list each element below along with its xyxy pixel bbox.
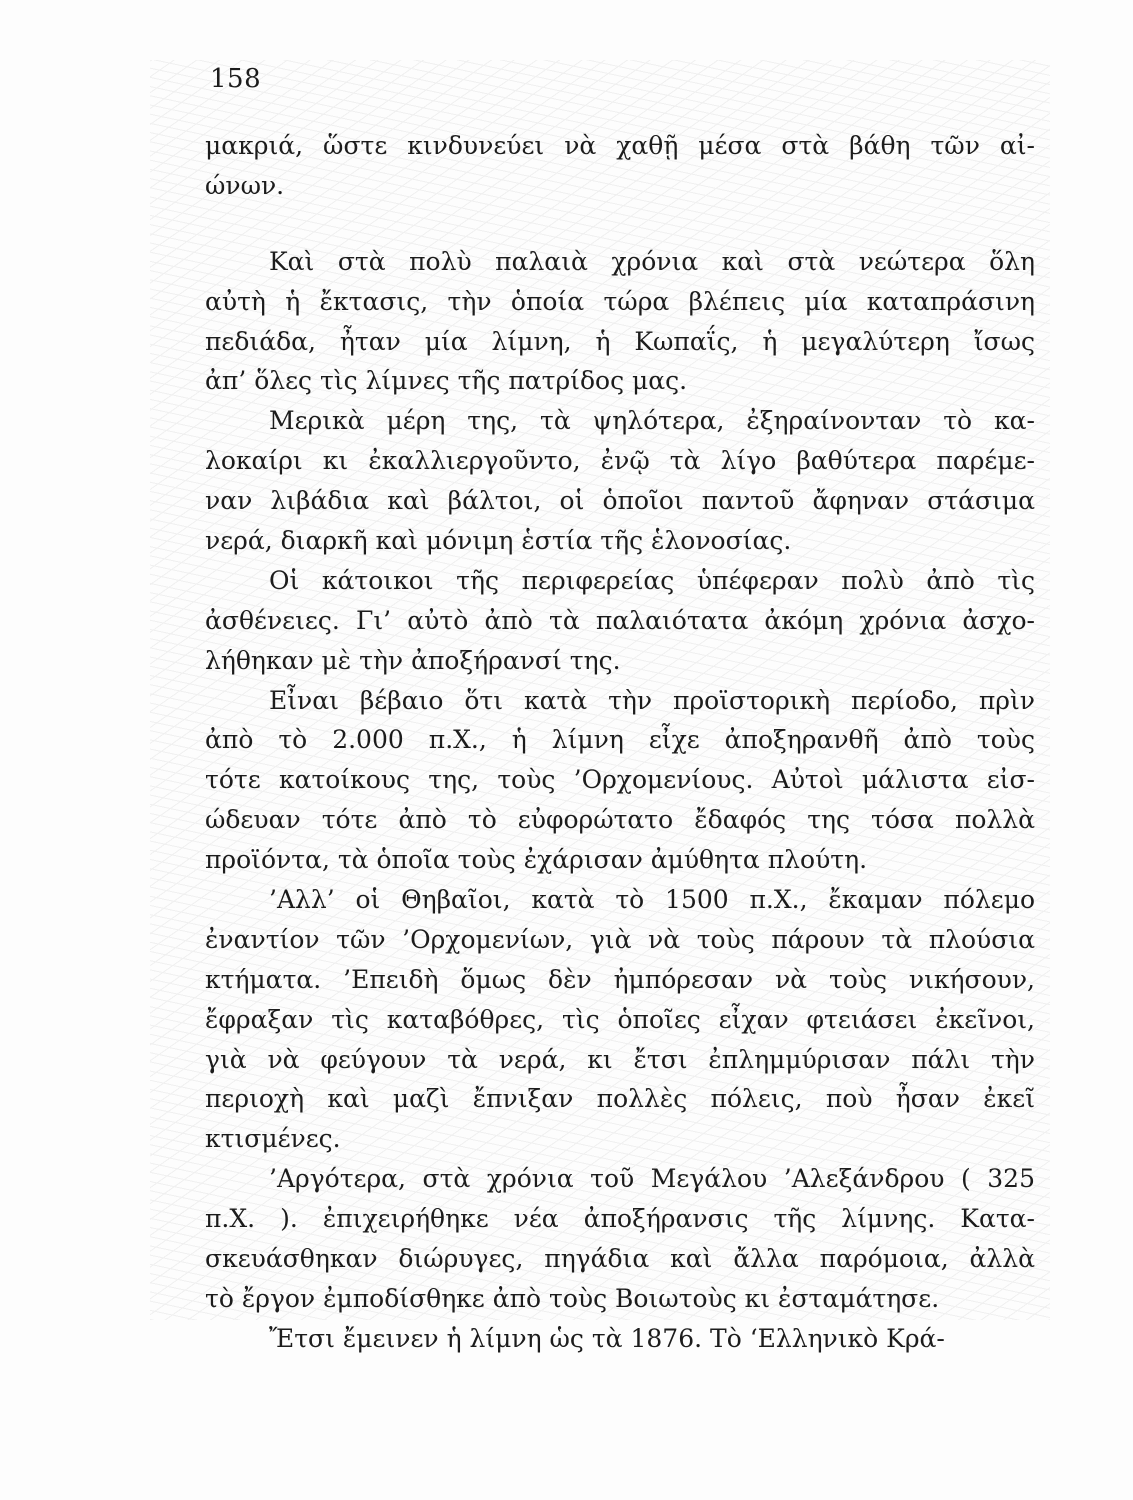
text-line: λήθηκαν μὲ τὴν ἀποξήρανσί της. bbox=[205, 645, 621, 675]
text-line: προϊόντα, τὰ ὁποῖα τοὺς ἐχάρισαν ἀμύθητα πλούτη. bbox=[205, 845, 868, 875]
text-line: νερά, διαρκῆ καὶ μόνιμη ἑστία τῆς ἑλονοσίας. bbox=[205, 526, 792, 556]
text-line: ἔφραξαν τὶς καταβόθρες, τὶς ὁποῖες εἶχαν φτειάσει ἐκεῖνοι, bbox=[205, 1004, 1035, 1034]
text-line: σκευάσθηκαν διώρυγες, πηγάδια καὶ ἄλλα παρόμοια, ἀλλὰ bbox=[205, 1244, 1035, 1274]
page-number: 158 bbox=[210, 64, 262, 94]
body-text bbox=[205, 126, 1035, 1359]
text-line: ἀπὸ τὸ 2.000 π.Χ., ἡ λίμνη εἶχε ἀποξηρανθῆ ἀπὸ τοὺς bbox=[205, 725, 1035, 755]
text-line: Εἶναι βέβαιο ὅτι κατὰ τὴν προϊστορικὴ περίοδο, πρὶν bbox=[269, 685, 1035, 715]
text-line: Ἔτσι ἔμεινεν ἡ λίμνη ὡς τὰ 1876. Τὸ ‘Ελληνικὸ Κρά- bbox=[269, 1323, 945, 1353]
text-line: ἐναντίον τῶν ’Ορχομενίων, γιὰ νὰ τοὺς πάρουν τὰ πλούσια bbox=[205, 924, 1035, 954]
text-line: κτήματα. ’Επειδὴ ὅμως δὲν ἠμπόρεσαν νὰ τοὺς νικήσουν, bbox=[205, 964, 1035, 994]
text-line: ἀσθένειες. Γι’ αὐτὸ ἀπὸ τὰ παλαιότατα ἀκόμη χρόνια ἀσχο- bbox=[205, 605, 1035, 635]
text-line: ώνων. bbox=[205, 170, 285, 200]
text-line: Οἱ κάτοικοι τῆς περιφερείας ὑπέφεραν πολὺ ἀπὸ τὶς bbox=[269, 565, 1035, 595]
text-line: τὸ ἔργον ἐμποδίσθηκε ἀπὸ τοὺς Βοιωτοὺς κι ἐσταμάτησε. bbox=[205, 1283, 940, 1313]
text-line: μακριά, ὥστε κινδυνεύει νὰ χαθῇ μέσα στὰ βάθη τῶν αἰ- bbox=[205, 131, 1035, 160]
text-line: κτισμένες. bbox=[205, 1124, 341, 1154]
text-line: αὐτὴ ἡ ἔκτασις, τὴν ὁποία τώρα βλέπεις μία καταπράσινη bbox=[205, 286, 1035, 316]
text-line: ’Αργότερα, στὰ χρόνια τοῦ Μεγάλου ’Αλεξάνδρου ( 325 bbox=[269, 1164, 1035, 1194]
text-line: λοκαίρι κι ἐκαλλιεργοῦντο, ἐνῷ τὰ λίγο βαθύτερα παρέμε- bbox=[205, 446, 1035, 476]
text-line: περιοχὴ καὶ μαζὶ ἔπνιξαν πολλὲς πόλεις, ποὺ ἦσαν ἐκεῖ bbox=[205, 1084, 1035, 1114]
text-line: π.Χ. ). ἐπιχειρήθηκε νέα ἀποξήρανσις τῆς λίμνης. Κατα- bbox=[205, 1204, 1035, 1234]
text-line: ώδευαν τότε ἀπὸ τὸ εὐφορώτατο ἔδαφός της τόσα πολλὰ bbox=[205, 805, 1035, 835]
text-line: γιὰ νὰ φεύγουν τὰ νερά, κι ἔτσι ἐπλημμύρισαν πάλι τὴν bbox=[205, 1044, 1035, 1074]
text-line: ναν λιβάδια καὶ βάλτοι, οἱ ὁποῖοι παντοῦ ἄφηναν στάσιμα bbox=[205, 486, 1035, 516]
text-line: τότε κατοίκους της, τοὺς ’Ορχομενίους. Αὐτοὶ μάλιστα εἰσ- bbox=[205, 765, 1035, 795]
text-line: ’Αλλ’ οἱ Θηβαῖοι, κατὰ τὸ 1500 π.Χ., ἔκαμαν πόλεμο bbox=[269, 885, 1035, 915]
text-line: Μερικὰ μέρη της, τὰ ψηλότερα, ἐξηραίνονταν τὸ κα- bbox=[269, 406, 1035, 436]
text-line: ἀπ’ ὅλες τὶς λίμνες τῆς πατρίδος μας. bbox=[205, 366, 688, 396]
text-line: Καὶ στὰ πολὺ παλαιὰ χρόνια καὶ στὰ νεώτερα ὅλη bbox=[269, 246, 1035, 276]
text-line: πεδιάδα, ἦταν μία λίμνη, ἡ Κωπαΐς, ἡ μεγαλύτερη ἴσως bbox=[205, 326, 1035, 356]
